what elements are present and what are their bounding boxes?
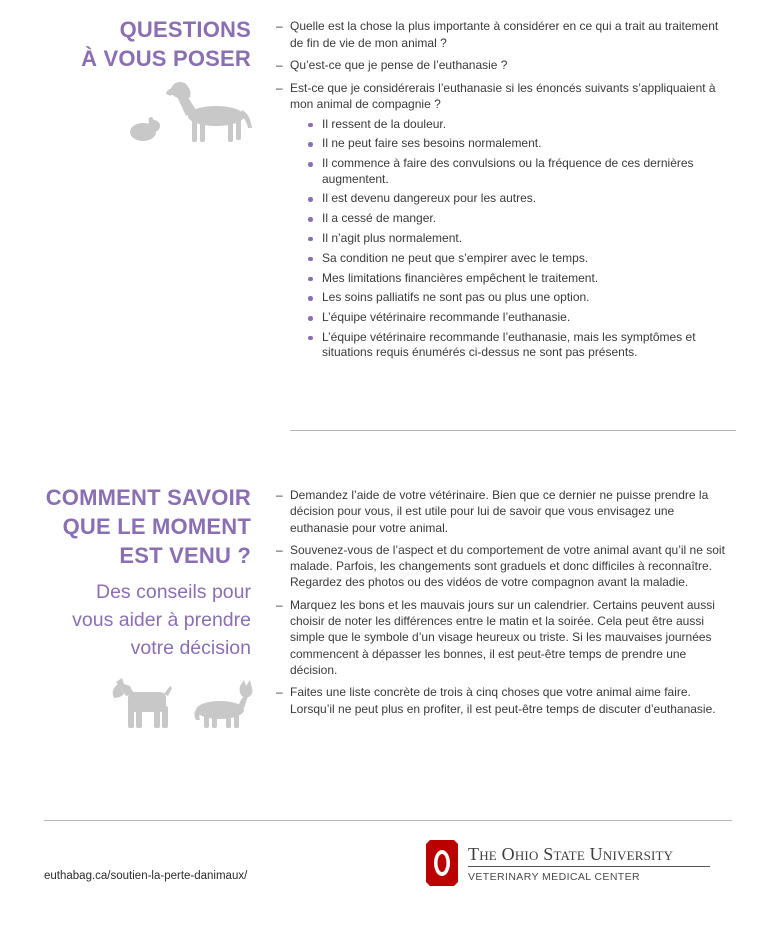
list-item bbox=[276, 80, 726, 361]
heading-line: EST VENU ? bbox=[119, 543, 251, 568]
heading-line: À VOUS POSER bbox=[81, 46, 251, 71]
logo-rule bbox=[468, 866, 710, 867]
pets-illustration bbox=[128, 80, 254, 146]
subheading-line: vous aider à prendre bbox=[72, 609, 251, 631]
list-item: L’équipe vétérinaire recommande l’euthanasie. bbox=[308, 310, 726, 326]
subheading-line: Des conseils pour bbox=[96, 581, 251, 603]
footer-url-link[interactable]: euthabag.ca/soutien-la-perte-danimaux/ bbox=[44, 870, 248, 882]
schnauzer-icon bbox=[113, 678, 172, 728]
heading-line: COMMENT SAVOIR bbox=[45, 485, 251, 510]
pets-illustration-2 bbox=[108, 676, 256, 730]
question-text: Qu’est-ce que je pense de l’euthanasie ? bbox=[290, 58, 508, 72]
list-item: – Demandez l’aide de votre vétérinaire. Bien que ce dernier ne puisse prendre la décision pour vous, il est utile pour lui de savoir que vous envisagez une euthanasie pour votre animal. bbox=[276, 487, 726, 536]
list-item: Il ressent de la douleur. bbox=[308, 117, 726, 133]
list-item: Il est devenu dangereux pour les autres. bbox=[308, 191, 726, 207]
list-item: – Marquez les bons et les mauvais jours sur un calendrier. Certains peuvent aussi choisir de noter les différences entre le matin et la soirée. Cela peut être aussi simple que le symbole d’un visage heureux ou triste. Si les mauvaises journées commencent à dépasser les bonnes, il est peut-être temps de prendre une décision. bbox=[276, 597, 726, 678]
question-text: Quelle est la chose la plus importante à considérer en ce qui a trait au traitement de fin de vie de mon animal ? bbox=[290, 19, 719, 50]
list-item: – Faites une liste concrète de trois à cinq choses que votre animal aime faire. Lorsqu’il ne peut plus en profiter, il est peut-être temps de discuter d’euthanasie. bbox=[276, 684, 726, 717]
block-o-icon bbox=[426, 840, 458, 886]
list-item: – Souvenez-vous de l’aspect et du comportement de votre animal avant qu’il ne soit malade. Parfois, les changements sont graduels et donc difficiles à reconnaître. Regardez des photos ou des vidéos de votre compagnon avant la maladie. bbox=[276, 542, 726, 591]
guinea-pig-icon bbox=[130, 117, 160, 141]
list-item: Sa condition ne peut que s’empirer avec le temps. bbox=[308, 251, 726, 267]
list-item: Il a cessé de manger. bbox=[308, 211, 726, 227]
heading-line: QUE LE MOMENT bbox=[62, 514, 251, 539]
list-item: L’équipe vétérinaire recommande l’euthanasie, mais les symptômes et situations requis énumérés ci-dessus ne sont pas présents. bbox=[308, 330, 726, 361]
list-item: Les soins palliatifs ne sont pas ou plus une option. bbox=[308, 290, 726, 306]
divider bbox=[290, 430, 736, 431]
university-name-text: The Ohio State University bbox=[468, 844, 674, 864]
university-name bbox=[468, 844, 712, 865]
center-name: VETERINARY MEDICAL CENTER bbox=[468, 871, 641, 883]
ohio-state-logo bbox=[426, 840, 716, 888]
criteria-list bbox=[290, 117, 726, 361]
list-item bbox=[276, 57, 726, 74]
questions-list bbox=[276, 18, 726, 367]
section-subheading bbox=[72, 578, 251, 662]
list-item bbox=[276, 18, 726, 51]
heading-line: QUESTIONS bbox=[119, 17, 251, 42]
cat-icon bbox=[194, 680, 252, 728]
section-heading-questions bbox=[81, 15, 251, 73]
list-item: Mes limitations financières empêchent le traitement. bbox=[308, 271, 726, 287]
dog-icon bbox=[166, 82, 252, 142]
list-item: Il commence à faire des convulsions ou la fréquence de ces dernières augmentent. bbox=[308, 156, 726, 187]
subheading-line: votre décision bbox=[130, 637, 251, 659]
footer-divider bbox=[44, 820, 732, 821]
tips-list bbox=[276, 487, 726, 723]
list-item: Il ne peut faire ses besoins normalement. bbox=[308, 136, 726, 152]
list-item: Il n’agit plus normalement. bbox=[308, 231, 726, 247]
section-heading-moment bbox=[46, 483, 251, 570]
question-text: Est-ce que je considérerais l’euthanasie si les énoncés suivants s’appliquaient à mon animal de compagnie ? bbox=[290, 80, 716, 111]
